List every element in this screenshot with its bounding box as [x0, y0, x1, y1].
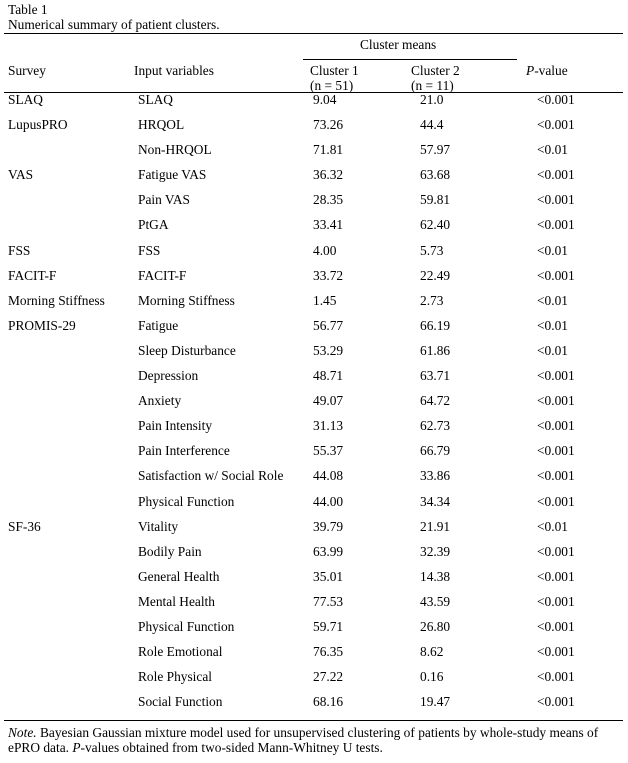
table-row	[4, 368, 623, 393]
cluster2-mean-cell: 57.97	[420, 142, 451, 158]
cluster2-mean-cell: 14.38	[420, 568, 451, 584]
cluster2-mean-cell: 63.71	[420, 368, 451, 384]
table-row	[4, 293, 623, 318]
p-value-cell: <0.001	[537, 593, 575, 609]
cluster1-mean-cell: 56.77	[313, 317, 344, 333]
header-survey: Survey	[8, 63, 46, 78]
input-variable-cell: Physical Function	[138, 618, 235, 634]
cluster2-mean-cell: 26.80	[420, 618, 451, 634]
table-row	[4, 443, 623, 468]
survey-cell	[4, 142, 134, 167]
input-variable-cell: General Health	[138, 568, 220, 584]
input-variable-cell: Non-HRQOL	[138, 142, 212, 158]
p-value-cell: <0.001	[537, 418, 575, 434]
input-variable-cell: Physical Function	[138, 493, 235, 509]
cluster2-mean-cell: 21.91	[420, 518, 451, 534]
survey-cell	[4, 644, 134, 669]
table-note	[8, 725, 620, 755]
note-text-2: -values obtained from two-sided Mann-Whitney U tests.	[80, 740, 383, 755]
survey-cell	[4, 192, 134, 217]
p-value-cell: <0.01	[537, 317, 568, 333]
table-row	[4, 117, 623, 142]
table-row	[4, 318, 623, 343]
data-table	[4, 92, 623, 719]
cluster1-mean-cell: 35.01	[313, 568, 344, 584]
table-row	[4, 619, 623, 644]
bottom-rule	[4, 720, 623, 721]
cluster2-mean-cell: 0.16	[420, 669, 444, 685]
input-variable-cell: Vitality	[138, 518, 179, 534]
cluster1-mean-cell: 4.00	[313, 242, 337, 258]
table-row	[4, 544, 623, 569]
cluster1-mean-cell: 31.13	[313, 418, 344, 434]
input-variable-cell: Satisfaction w/ Social Role	[138, 468, 284, 484]
cluster1-mean-cell: 39.79	[313, 518, 344, 534]
cluster1-mean-cell: 59.71	[313, 618, 344, 634]
survey-cell	[4, 217, 134, 242]
survey-cell: LupusPRO	[8, 117, 68, 133]
p-value-cell: <0.01	[537, 242, 568, 258]
p-value-cell: <0.001	[537, 694, 575, 710]
table-row	[4, 343, 623, 368]
header-cluster1-n: (n = 51)	[310, 78, 354, 94]
survey-cell: Morning Stiffness	[8, 292, 105, 308]
p-value-cell: <0.001	[537, 393, 575, 409]
cluster1-mean-cell: 71.81	[313, 142, 344, 158]
cluster2-mean-cell: 32.39	[420, 543, 451, 559]
input-variable-cell: Fatigue VAS	[138, 167, 207, 183]
cluster2-mean-cell: 44.4	[420, 117, 444, 133]
survey-cell	[4, 443, 134, 468]
cluster1-mean-cell: 77.53	[313, 593, 344, 609]
survey-cell	[4, 418, 134, 443]
input-variable-cell: Bodily Pain	[138, 543, 202, 559]
p-value-cell: <0.01	[537, 292, 568, 308]
header-cluster2-n: (n = 11)	[411, 78, 454, 94]
p-value-cell: <0.001	[537, 117, 575, 133]
survey-cell	[4, 343, 134, 368]
table-row	[4, 217, 623, 242]
survey-cell	[4, 619, 134, 644]
input-variable-cell: Pain VAS	[138, 192, 190, 208]
cluster1-mean-cell: 63.99	[313, 543, 344, 559]
cluster1-mean-cell: 76.35	[313, 644, 344, 660]
table-title: Numerical summary of patient clusters.	[8, 17, 220, 32]
p-value-cell: <0.001	[537, 92, 575, 107]
input-variable-cell: Anxiety	[138, 393, 182, 409]
cluster1-mean-cell: 44.08	[313, 468, 344, 484]
cluster2-mean-cell: 66.19	[420, 317, 451, 333]
table-row	[4, 268, 623, 293]
survey-cell: FACIT-F	[8, 267, 57, 283]
table-label: Table 1	[8, 2, 48, 17]
cluster2-mean-cell: 21.0	[420, 92, 444, 107]
p-value-cell: <0.001	[537, 644, 575, 660]
top-rule	[4, 33, 623, 34]
input-variable-cell: Role Physical	[138, 669, 213, 685]
p-value-cell: <0.001	[537, 493, 575, 509]
table-caption	[8, 2, 220, 32]
cluster1-mean-cell: 1.45	[313, 292, 337, 308]
cluster2-mean-cell: 61.86	[420, 342, 451, 358]
cluster1-mean-cell: 33.41	[313, 217, 344, 233]
table-row	[4, 243, 623, 268]
input-variable-cell: Social Function	[138, 694, 223, 710]
table-row	[4, 167, 623, 192]
cluster2-mean-cell: 62.73	[420, 418, 451, 434]
table-row	[4, 494, 623, 519]
cluster1-mean-cell: 44.00	[313, 493, 344, 509]
p-value-cell: <0.001	[537, 618, 575, 634]
cluster1-mean-cell: 55.37	[313, 443, 344, 459]
survey-cell	[4, 544, 134, 569]
table-row	[4, 569, 623, 594]
p-value-cell: <0.001	[537, 443, 575, 459]
p-value-cell: <0.01	[537, 518, 568, 534]
table-row	[4, 418, 623, 443]
table-row	[4, 694, 623, 719]
p-value-cell: <0.001	[537, 468, 575, 484]
cluster2-mean-cell: 19.47	[420, 694, 451, 710]
survey-cell: FSS	[8, 242, 31, 258]
cluster2-mean-cell: 43.59	[420, 593, 451, 609]
header-cluster-means: Cluster means	[360, 37, 437, 52]
input-variable-cell: HRQOL	[138, 117, 185, 133]
p-value-cell: <0.001	[537, 167, 575, 183]
p-value-cell: <0.001	[537, 543, 575, 559]
cluster1-mean-cell: 27.22	[313, 669, 344, 685]
cluster1-mean-cell: 73.26	[313, 117, 344, 133]
cluster1-mean-cell: 53.29	[313, 342, 344, 358]
input-variable-cell: Morning Stiffness	[138, 292, 235, 308]
table-row	[4, 393, 623, 418]
p-value-cell: <0.001	[537, 267, 575, 283]
p-value-cell: <0.001	[537, 669, 575, 685]
table-row	[4, 192, 623, 217]
cluster1-mean-cell: 36.32	[313, 167, 344, 183]
note-text-1: Bayesian Gaussian mixture model used for unsupervised clustering of patients by whole-study means of ePRO data.	[8, 725, 599, 755]
table-row	[4, 669, 623, 694]
cluster1-mean-cell: 49.07	[313, 393, 344, 409]
cluster2-mean-cell: 5.73	[420, 242, 444, 258]
input-variable-cell: Role Emotional	[138, 644, 223, 660]
cluster1-mean-cell: 48.71	[313, 368, 344, 384]
survey-cell	[4, 393, 134, 418]
input-variable-cell: FACIT-F	[138, 267, 187, 283]
input-variable-cell: PtGA	[138, 217, 169, 233]
cluster2-mean-cell: 33.86	[420, 468, 451, 484]
header-cluster1	[310, 63, 359, 94]
cluster1-mean-cell: 68.16	[313, 694, 344, 710]
header-input-variables: Input variables	[134, 63, 214, 78]
header-cluster1-label: Cluster 1	[310, 63, 359, 78]
survey-cell	[4, 468, 134, 493]
cluster2-mean-cell: 66.79	[420, 443, 451, 459]
survey-cell	[4, 594, 134, 619]
p-value-cell: <0.001	[537, 368, 575, 384]
survey-cell	[4, 694, 134, 719]
table-row	[4, 142, 623, 167]
header-p-italic: P	[526, 63, 535, 78]
survey-cell: SLAQ	[8, 92, 43, 107]
input-variable-cell: Mental Health	[138, 593, 215, 609]
note-label: Note.	[8, 725, 37, 740]
cluster1-mean-cell: 28.35	[313, 192, 344, 208]
table-row	[4, 519, 623, 544]
cluster2-mean-cell: 64.72	[420, 393, 451, 409]
cluster2-mean-cell: 2.73	[420, 292, 444, 308]
table-row	[4, 644, 623, 669]
note-p-italic: P	[72, 740, 81, 755]
cluster2-mean-cell: 34.34	[420, 493, 451, 509]
input-variable-cell: SLAQ	[138, 92, 173, 107]
cluster-means-underline	[303, 59, 517, 60]
table-row	[4, 468, 623, 493]
p-value-cell: <0.001	[537, 568, 575, 584]
cluster2-mean-cell: 8.62	[420, 644, 444, 660]
cluster2-mean-cell: 62.40	[420, 217, 451, 233]
survey-cell: PROMIS-29	[8, 317, 76, 333]
survey-cell: SF-36	[8, 518, 41, 534]
survey-cell: VAS	[8, 167, 34, 183]
table-row	[4, 594, 623, 619]
header-cluster2-label: Cluster 2	[411, 63, 460, 78]
cluster2-mean-cell: 63.68	[420, 167, 451, 183]
input-variable-cell: Pain Intensity	[138, 418, 213, 434]
cluster1-mean-cell: 9.04	[313, 92, 337, 107]
survey-cell	[4, 494, 134, 519]
p-value-cell: <0.01	[537, 342, 568, 358]
cluster2-mean-cell: 59.81	[420, 192, 451, 208]
input-variable-cell: Pain Interference	[138, 443, 230, 459]
p-value-cell: <0.001	[537, 217, 575, 233]
header-p-value	[526, 63, 568, 78]
p-value-cell: <0.01	[537, 142, 568, 158]
header-p-rest: -value	[534, 63, 568, 78]
table-row	[4, 92, 623, 117]
p-value-cell: <0.001	[537, 192, 575, 208]
cluster1-mean-cell: 33.72	[313, 267, 344, 283]
survey-cell	[4, 669, 134, 694]
input-variable-cell: FSS	[138, 242, 161, 258]
input-variable-cell: Sleep Disturbance	[138, 342, 236, 358]
survey-cell	[4, 569, 134, 594]
input-variable-cell: Fatigue	[138, 317, 179, 333]
survey-cell	[4, 368, 134, 393]
input-variable-cell: Depression	[138, 368, 199, 384]
cluster2-mean-cell: 22.49	[420, 267, 451, 283]
header-cluster2	[411, 63, 460, 94]
